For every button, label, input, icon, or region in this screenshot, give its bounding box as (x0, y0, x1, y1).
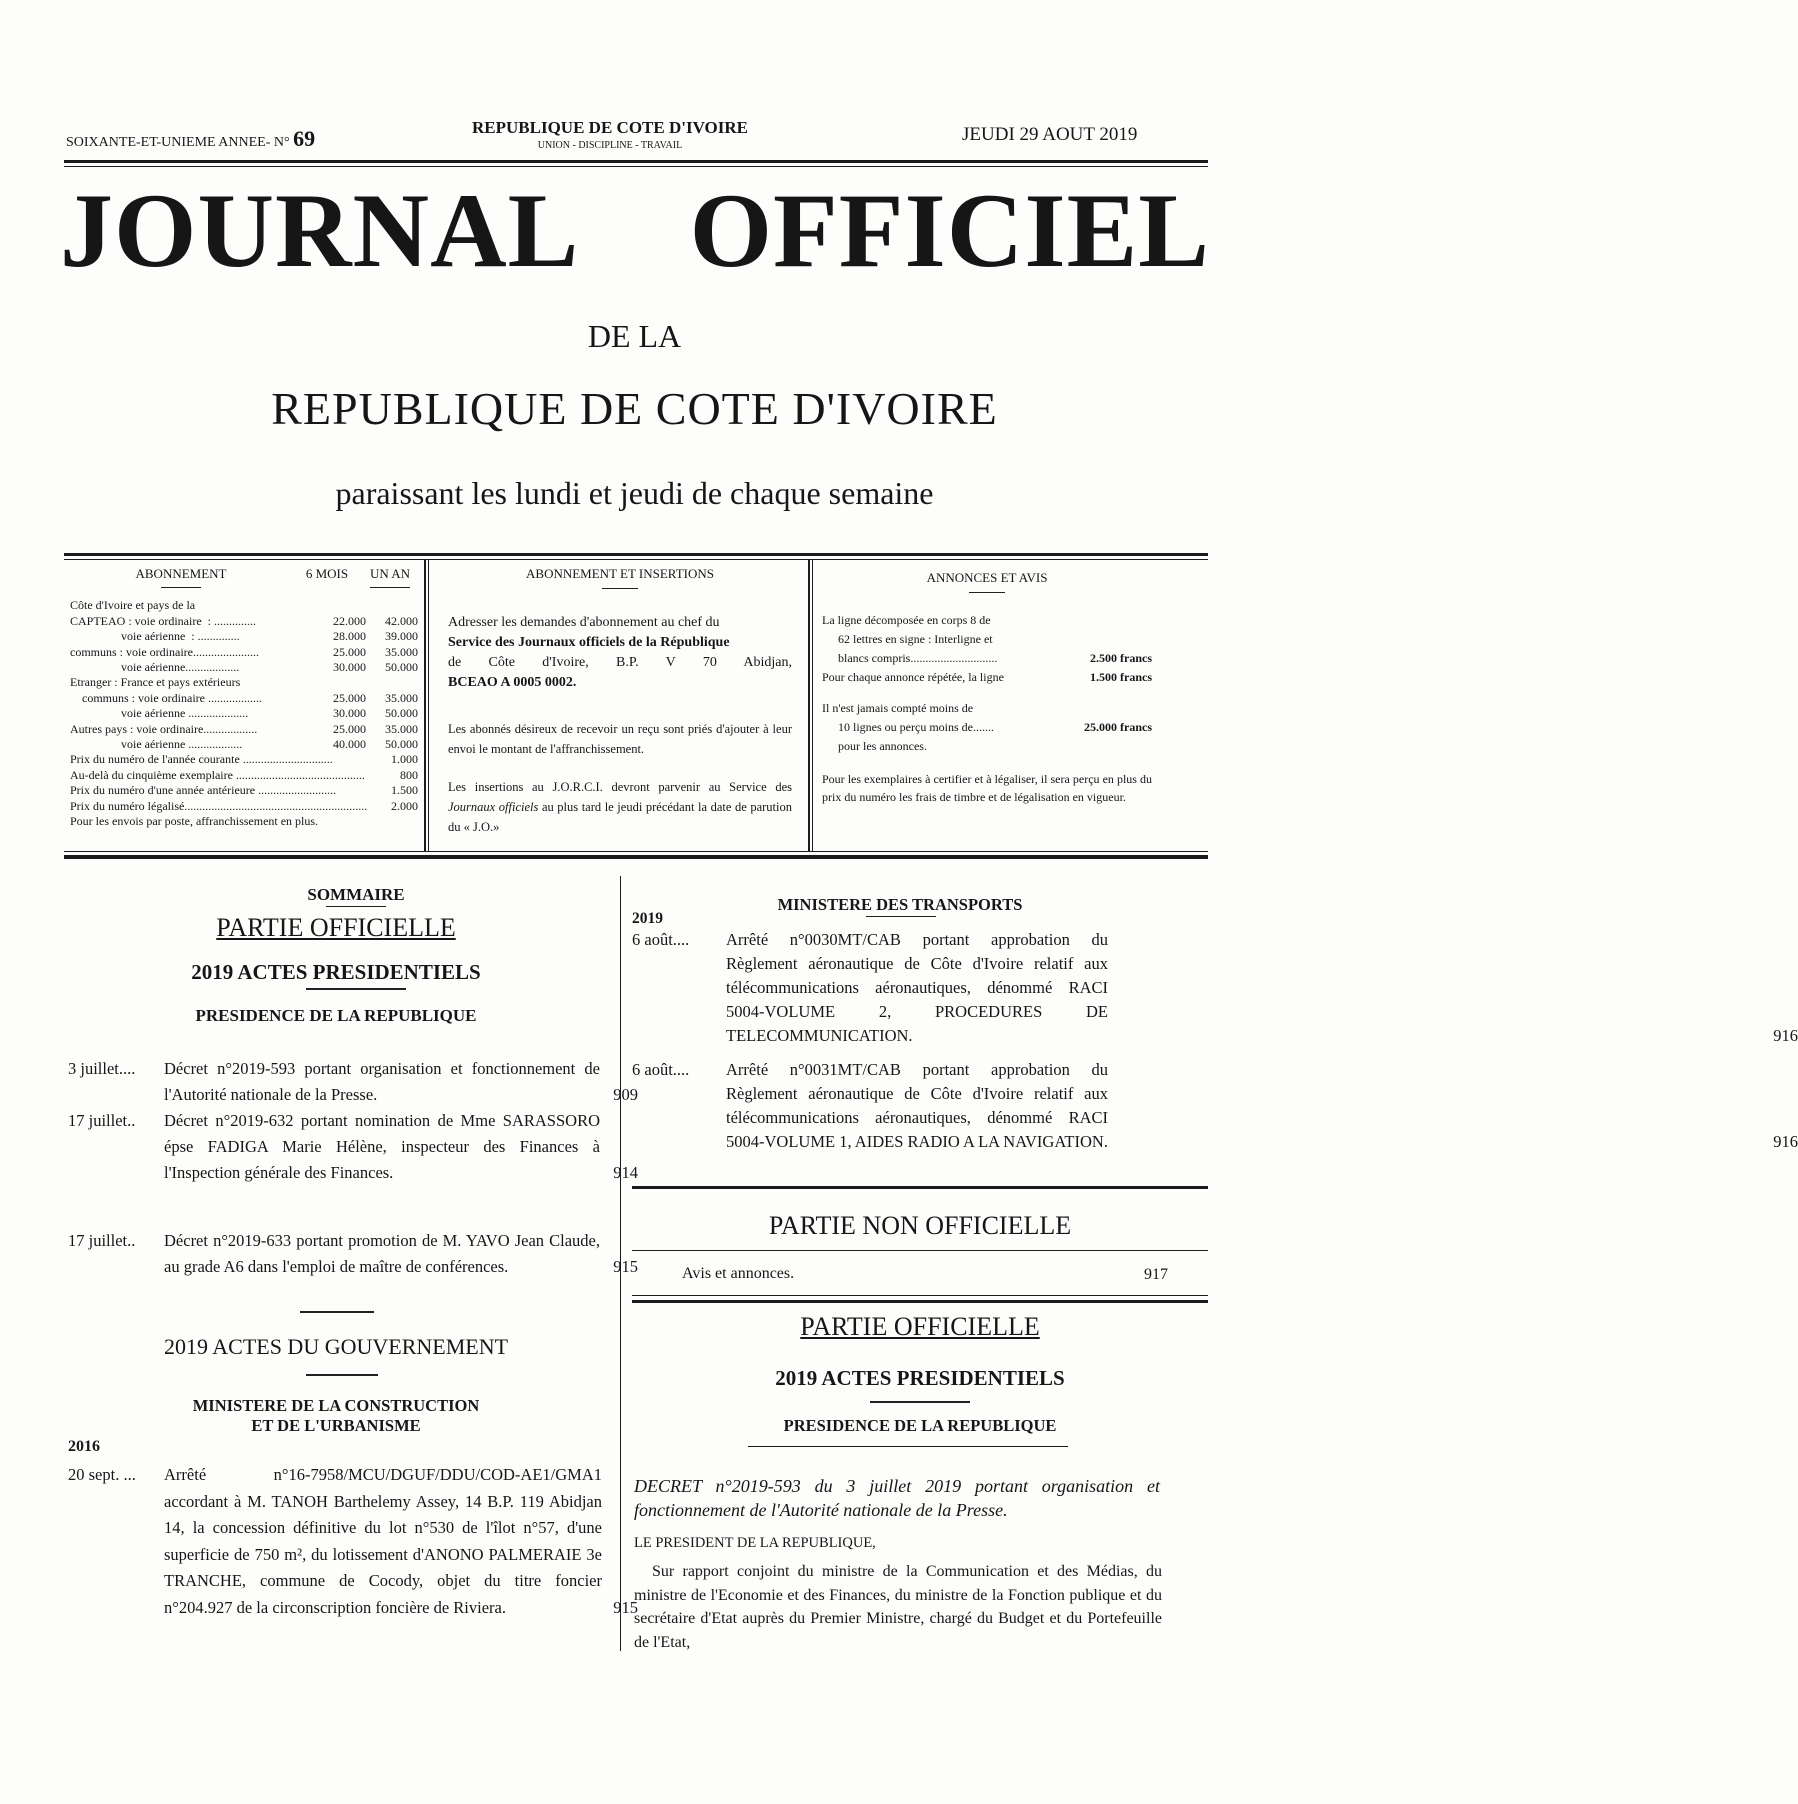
rate-row: Autres pays : voie ordinaire.................. 25.000 35.000 (70, 721, 418, 736)
entry-date: 6 août.... (632, 1060, 690, 1079)
title-de-la: DE LA (587, 318, 682, 354)
partie-non-officielle: PARTIE NON OFFICIELLE (768, 1211, 1072, 1240)
info-divider-1b (428, 560, 429, 851)
partie-officielle-body: PARTIE OFFICIELLE (800, 1312, 1040, 1341)
entry-date: 20 sept. ... (68, 1465, 136, 1484)
annonces-header: ANNONCES ET AVIS (822, 570, 1152, 593)
entry-page: 914 (613, 1163, 638, 1182)
info-top-rule-thin (64, 559, 1208, 560)
title-word-officiel: OFFICIEL (689, 172, 1210, 289)
partie-officielle-sommaire: PARTIE OFFICIELLE (216, 913, 456, 942)
ministere-construction: MINISTERE DE LA CONSTRUCTION ET DE L'URBANISME (192, 1396, 480, 1435)
entry-text: Décret n°2019-632 portant nomination de Mme SARASSORO épse FADIGA Marie Hélène, inspecteur des Finances à l'Inspection générale des Finances. (164, 1111, 600, 1182)
rate-row: voie aérienne : .............. 28.000 39.000 (70, 629, 418, 644)
entry-page: 915 (613, 1597, 638, 1617)
info-divider-2b (812, 560, 813, 851)
decret-preamble: Sur rapport conjoint du ministre de la Communication et des Médias, du ministre de l'Economie et des Finances, du ministre de la Fonction publique et du secrétaire d'Etat auprès du Premier Ministre, chargé du Budget et du Portefeuille de l'Etat, (634, 1563, 1162, 1651)
masthead-rule-thin (64, 166, 1208, 167)
year-issue (66, 126, 315, 152)
entry-text: Décret n°2019-633 portant promotion de M. YAVO Jean Claude, au grade A6 dans l'emploi de maître de conférences. (164, 1231, 600, 1276)
year-2019: 2019 (632, 910, 663, 927)
masthead-center (430, 118, 790, 151)
abonnement-prices (70, 752, 418, 814)
rate-row: voie aérienne .................. 40.000 50.000 (70, 737, 418, 752)
receipt-note: Les abonnés désireux de recevoir un reçu sont priés d'ajouter à leur envoi le montant de l'affranchissement. (448, 722, 792, 756)
rate-row: communs : voie ordinaire .................. 25.000 35.000 (70, 690, 418, 705)
entry-page: 916 (1773, 1132, 1798, 1151)
info-top-rule (64, 553, 1208, 556)
col-6-mois: 6 MOIS (305, 566, 349, 581)
motto: UNION - DISCIPLINE - TRAVAIL (537, 140, 683, 151)
sommaire-heading: SOMMAIRE (307, 885, 405, 904)
avis-annonces: Avis et annonces. (682, 1265, 795, 1282)
publication-frequency: paraissant les lundi et jeudi de chaque semaine (335, 475, 934, 511)
abonnement-rates (70, 598, 418, 752)
price-row: Au-delà du cinquième exemplaire ........................................... 800 (70, 767, 418, 782)
price-row: Prix du numéro légalisé............................................................. 2.000 (70, 798, 418, 813)
title-country: REPUBLIQUE DE COTE D'IVOIRE (271, 383, 998, 434)
info-bottom-rule-thin (64, 851, 1208, 852)
rule-body-top-thin (632, 1295, 1208, 1296)
entry-text: Arrêté n°16-7958/MCU/DGUF/DDU/COD-AE1/GMA1 accordant à M. TANOH Barthelemy Assey, 14 B.P. 119 Abidjan 14, la concession définitive du lot n°530 de l'îlot n°57, d'une superficie de 750 m², du lotissement d'ANONO PALMERAIE 3e TRANCHE, commune de Cocody, objet du titre foncier n°204.927 de la circonscription foncière de Riviera. (164, 1465, 602, 1617)
journal-title (60, 172, 1210, 289)
price-row: Prix du numéro de l'année courante .............................. 1.000 (70, 752, 418, 767)
info-divider-2 (808, 560, 810, 851)
issue-number: 69 (293, 126, 316, 151)
col-un-an: UN AN (362, 566, 418, 588)
inscriptions-box (448, 566, 792, 837)
info-bottom-rule (64, 855, 1208, 859)
actes-presidentiels-sommaire: 2019 ACTES PRESIDENTIELS (191, 960, 481, 984)
rule-body-top (632, 1300, 1208, 1303)
rate-row: voie aérienne .................... 30.000 50.000 (70, 706, 418, 721)
abonnement-header: ABONNEMENT (70, 566, 292, 588)
rule-non-officielle-mid (632, 1250, 1208, 1251)
year-label: SOIXANTE-ET-UNIEME ANNEE- N° (66, 135, 290, 150)
postal-note: Pour les envois par poste, affranchissement en plus. (70, 814, 319, 829)
entry-date: 3 juillet.... (68, 1059, 136, 1078)
avis-page: 917 (1144, 1266, 1168, 1283)
rate-row: CAPTEAO : voie ordinaire : .............. 22.000 42.000 (70, 613, 418, 628)
info-divider-1 (424, 560, 426, 851)
rate-row: Etranger : France et pays extérieurs (70, 675, 241, 690)
insertion-deadline: Les insertions au J.O.R.C.I. devront parvenir au Service des Journaux officiels au plus tard le jeudi précédant la date de parution du « J.O.» (448, 780, 792, 834)
year-2016: 2016 (68, 1438, 100, 1455)
rate-row: Côte d'Ivoire et pays de la (70, 598, 196, 613)
ministere-transports: MINISTERE DES TRANSPORTS (777, 895, 1023, 914)
entry-date: 17 juillet.. (68, 1111, 136, 1130)
entry-text: Arrêté n°0031MT/CAB portant approbation du Règlement aéronautique de Côte d'Ivoire relatif aux télécommunications aéronautiques, dénommé RACI 5004-VOLUME 1, AIDES RADIO A LA NAVIGATION. (726, 1060, 1108, 1151)
entry-text: Arrêté n°0030MT/CAB portant approbation du Règlement aéronautique de Côte d'Ivoire relatif aux télécommunications aéronautiques, dénommé RACI 5004-VOLUME 2, PROCEDURES DE TELECOMMUNICATION. (726, 930, 1108, 1045)
republic-name: REPUBLIQUE DE COTE D'IVOIRE (472, 118, 748, 137)
entry-page: 915 (613, 1257, 638, 1276)
annonces-rates: La ligne décomposée en corps 8 de 62 lettres en signe : Interligne et blancs compris............................. 2.500 francs Pour chaque annonce répétée, la ligne 1.500 francs Il n'est jamais compté moins de 10 lignes ou perçu moins de....... 25.000 francs pour les annonces. Pour les exemplaires à certifier et à légaliser, il sera perçu en plus du prix du numéro les frais de timbre et de légalisation en vigueur. (822, 613, 1152, 804)
entry-page: 909 (613, 1085, 638, 1104)
issue-date: JEUDI 29 AOUT 2019 (962, 124, 1138, 145)
annonces-box (822, 566, 1152, 806)
entry-date: 6 août.... (632, 930, 690, 949)
le-president: LE PRESIDENT DE LA REPUBLIQUE, (634, 1535, 876, 1551)
line-price: 2.500 francs (1090, 651, 1152, 665)
repeat-price: 1.500 francs (1090, 670, 1152, 684)
entry-page: 916 (1773, 1026, 1798, 1045)
decret-title: DECRET n°2019-593 du 3 juillet 2019 portant organisation et fonctionnement de l'Autorité nationale de la Presse. (634, 1476, 1160, 1520)
price-row: Prix du numéro d'une année antérieure .......................... 1.500 (70, 783, 418, 798)
presidence-body: PRESIDENCE DE LA REPUBLIQUE (783, 1416, 1057, 1435)
entry-date: 17 juillet.. (68, 1231, 136, 1250)
rate-row: voie aérienne.................. 30.000 50.000 (70, 660, 418, 675)
masthead-rule (64, 160, 1208, 163)
rate-row: communs : voie ordinaire...................... 25.000 35.000 (70, 644, 418, 659)
title-word-journal: JOURNAL (60, 172, 580, 289)
subscription-address: Adresser les demandes d'abonnement au chef du Service des Journaux officiels de la République de Côte d'Ivoire, B.P. V 70 Abidjan, BCEAO A 0005 0002. (448, 615, 792, 690)
actes-presidentiels-body: 2019 ACTES PRESIDENTIELS (775, 1366, 1065, 1390)
minimum-price: 25.000 francs (1084, 720, 1152, 734)
actes-gouvernement: 2019 ACTES DU GOUVERNEMENT (163, 1334, 509, 1359)
inscriptions-header: ABONNEMENT ET INSERTIONS (448, 566, 792, 589)
rule-non-officielle-top (632, 1186, 1208, 1189)
entry-text: Décret n°2019-593 portant organisation et fonctionnement de l'Autorité nationale de la Presse. (164, 1059, 600, 1104)
abonnement-box (70, 566, 418, 830)
rule-decret (748, 1446, 1068, 1447)
presidence-sommaire: PRESIDENCE DE LA REPUBLIQUE (195, 1006, 477, 1025)
